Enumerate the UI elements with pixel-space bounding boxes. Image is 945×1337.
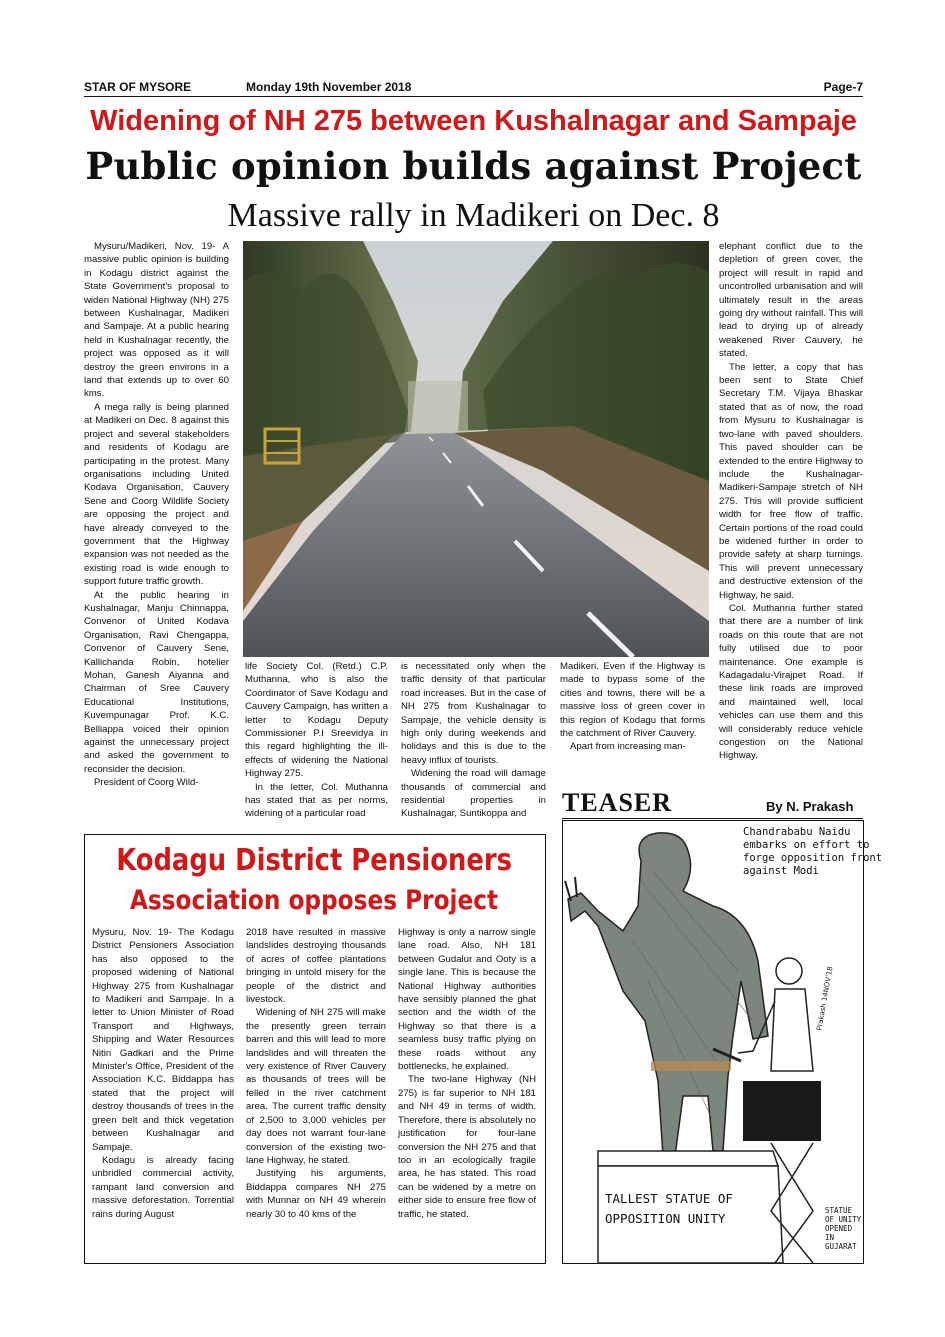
side-note-line: IN	[825, 1233, 835, 1242]
box-headline-line2: Association opposes Project	[129, 885, 499, 916]
paragraph: At the public hearing in Kushalnagar, Manju Chinnappa, Convenor of United Kodava Organisation, Ravi Chengappa, Convenor of Cauvery Sene, Kallichanda Robin, hotelier Mohan, Ganesh Aiyanna and Chairman of Sree Cauvery Educational Institutions, Kuvempunagar Prof. K.C. Belliappa voiced their opinion against the unnecessary project and asked the government to reconsider the decision.	[84, 589, 229, 775]
caption-line: Chandrababu Naidu	[743, 826, 851, 838]
box-column-2	[246, 926, 386, 1256]
paragraph: Apart from increasing man-	[570, 741, 686, 753]
road-photo	[243, 241, 709, 657]
cartoonist-signature: Prakash 14NOV'18	[815, 965, 835, 1032]
paragraph: Highway is only a narrow single lane road. Also, NH 181 between Gudalur and Ooty is a single lane. This is because the National Highway authorities have sensibly planned the ghat section and the width of the Highway so that there is a seamless busy traffic plying on these roads without any bottlenecks, he explained.	[398, 927, 536, 1073]
caption-line: forge opposition front	[743, 852, 883, 864]
side-note-line: GUJARAT	[825, 1242, 857, 1251]
box-column-1	[92, 926, 234, 1256]
article-column-2	[245, 660, 388, 830]
teaser-divider	[562, 818, 863, 819]
article-column-5	[719, 240, 863, 775]
paragraph: The letter, a copy that has been sent to State Chief Secretary T.M. Vijaya Bhaskar stated that as of now, the road from Mysuru to Kushalnagar is two-lane with paved shoulders. This paved shoulder can be extended to the entire Highway to include the Kushalnagar-Madikeri-Sampaje stretch of NH 275. This will provide sufficient width for free flow of traffic. Certain portions of the road could be widened further in order to provide safety at sharp turnings. This will prevent unnecessary and destructive extension of the Highway, he said.	[719, 361, 863, 601]
pedestal-line: OPPOSITION UNITY	[605, 1211, 726, 1226]
caption-line: embarks on effort to	[743, 839, 870, 851]
masthead	[84, 78, 863, 97]
side-note-line: OF UNITY	[825, 1215, 862, 1224]
cartoon-panel	[562, 820, 883, 1264]
cartoon-byline: By N. Prakash	[766, 799, 854, 814]
paragraph: Widening of NH 275 will make the presently green terrain barren and this will lead to more landslides and will threaten the very existence of River Cauvery as thousands of trees will be felled in the river catchment area. The current traffic density of 2,500 to 3,000 vehicles per day does not warrant four-lane conversion of the existing two-lane Highway, he stated.	[246, 1007, 386, 1166]
pedestal-line: TALLEST STATUE OF	[605, 1191, 733, 1206]
paragraph: elephant conflict due to the depletion of green cover, the project will result in rapid and uncontrolled urbanisation and will ultimately result in the areas going dry without rainfall. This will lead to drying up of already weakened River Cauvery, he stated.	[719, 241, 863, 360]
paragraph: life Society Col. (Retd.) C.P. Muthanna, who is also the Coordinator of Save Kodagu and Cauvery Campaign, has written a letter to Kodagu Deputy Commissioner P.I Sreevidya in this regard highlighting the ill-effects of widening the National Highway 275.	[245, 661, 388, 780]
page-number: Page-7	[823, 80, 863, 94]
box-headline-line1: Kodagu District Pensioners	[116, 843, 512, 878]
issue-date: Monday 19th November 2018	[246, 80, 412, 94]
paragraph: In the letter, Col. Muthanna has stated that as per norms, widening of a particular road	[245, 781, 388, 820]
paragraph: Mysuru/Madikeri, Nov. 19- A massive public opinion is building in Kodagu district against the State Government's proposal to widen National Highway (NH) 275 between Kushalnagar, Madikeri and Sampaje. At a public hearing held in Kushalnagar recently, the project was opposed as it will destroy the green environs in a land that extends up to over 60 kms.	[84, 241, 229, 400]
road-photo-image	[243, 241, 709, 657]
article-column-3	[401, 660, 546, 830]
paragraph: Kodagu is already facing unbridled commercial activity, rampant land conversion and massive deforestation. Torrential rains during August	[92, 1154, 234, 1220]
paragraph: Justifying his arguments, Biddappa compares NH 275 with Munnar on NH 49 wherein nearly 30 to 40 kms of the	[246, 1168, 386, 1220]
main-headline: Public opinion builds against Project	[85, 144, 862, 188]
side-note-line: STATUE	[825, 1206, 853, 1215]
teaser-title: TEASER	[562, 788, 673, 817]
sub-headline: Massive rally in Madikeri on Dec. 8	[227, 197, 720, 234]
paragraph: The two-lane Highway (NH 275) is far superior to NH 181 and NH 49 in terms of width. Therefore, there is absolutely no justification for four-lane conversion the NH 275 and that too in an ecologically fragile area, he has stated. This road can be widened by a metre on either side to ensure free flow of traffic, he stated.	[398, 1074, 536, 1220]
cartoon-drawing	[563, 821, 883, 1263]
side-note-line: OPENED	[825, 1224, 853, 1233]
article-column-4	[560, 660, 705, 775]
paragraph: President of Coorg Wild-	[94, 777, 199, 789]
paragraph: is necessitated only when the traffic density of that particular road increases. But in the case of NH 275 from Kushalnagar to Sampaje, the vehicle density is high only during weekends and holidays and this is due to the heavy influx of tourists.	[401, 661, 546, 766]
paragraph: Col. Muthanna further stated that there are a number of link roads on this route that are not fully utilised due to poor maintenance. One example is Kadagadalu-Virajpet Road. If these link roads are improved and maintained well, local vehicles can use them and this will considerably reduce vehicle congestion on the National Highway.	[719, 602, 863, 762]
paragraph: Madikeri. Even if the Highway is made to bypass some of the cities and towns, there will be a massive loss of green cover in this region of Kodagu that forms the catchment of River Cauvery.	[560, 661, 705, 740]
paragraph: A mega rally is being planned at Madikeri on Dec. 8 against this project and several stakeholders and residents of Kodagu are participating in the protest. Many organisations including United Kodava Organisation, Cauvery Sene and Coorg Wildlife Society are opposing the project and have already conveyed to the government that the Highway expansion was not needed as the existing road is wide enough to support future traffic growth.	[84, 401, 229, 588]
kicker-headline: Widening of NH 275 between Kushalnagar and Sampaje	[90, 105, 857, 137]
paragraph: Mysuru, Nov. 19- The Kodagu District Pensioners Association has also opposed to the proposed widening of National Highway 275 from Kushalnagar to Madikeri and Sampaje. In a letter to Union Minister of Road Transport and Highways, Shipping and Water Resources Nitin Gadkari and the Prime Minister's Office, President of the Association K.C. Biddappa has stated that the project will destroy thousands of trees in the green belt and thick vegetation between Kushalnagar and Sampaje.	[92, 927, 234, 1153]
box-column-3	[398, 926, 536, 1256]
paragraph: Widening the road will damage thousands of commercial and residential properties in Kushalnagar, Suntikoppa and	[401, 768, 546, 820]
paper-name: STAR OF MYSORE	[84, 80, 192, 94]
paragraph: 2018 have resulted in massive landslides destroying thousands of acres of coffee plantations bringing in untold misery for the people of the district and livestock.	[246, 927, 386, 1006]
article-column-1	[84, 240, 229, 830]
caption-line: against Modi	[743, 865, 819, 877]
